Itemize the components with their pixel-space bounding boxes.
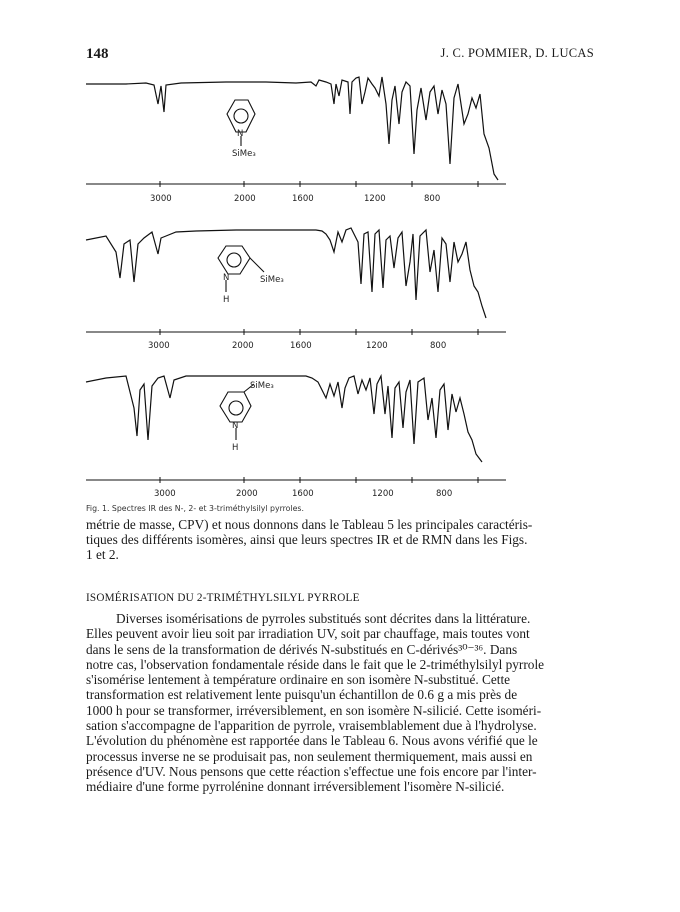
paragraph-line: Diverses isomérisations de pyrroles substitués sont décrites dans la littérature. [116, 611, 531, 626]
paragraph-line: médiaire d'une forme pyrrolénine donnant irréversiblement l'isomère N-silicié. [86, 779, 505, 795]
spectrum-tick-marks [86, 329, 506, 335]
paragraph-line: L'évolution du phénomène est rapportée dans le Tableau 6. Nous avons vérifié que le [86, 733, 538, 749]
tick-label-1200: 1200 [366, 341, 388, 351]
tick-label-1200: 1200 [364, 194, 386, 204]
spectrum-tick-marks [86, 477, 506, 483]
sime3-label: SiMe₃ [232, 149, 256, 159]
tick-label-800: 800 [430, 341, 447, 351]
sime3-label: SiMe₃ [260, 275, 284, 285]
nitrogen-label: N [237, 129, 244, 139]
spectrum-plot-3 [86, 368, 598, 508]
paragraph-line: s'isomérise lentement à température ordinaire en son isomère N-substitué. Cette [86, 672, 511, 688]
paragraph-line: transformation est relativement lente puisqu'un échantillon de 0.6 g a mis près de [86, 687, 518, 703]
hydrogen-label: H [232, 443, 239, 453]
tick-label-1200: 1200 [372, 489, 394, 499]
tick-label-1600: 1600 [290, 341, 312, 351]
aromatic-circle [229, 401, 243, 415]
spectrum-trace-2 [86, 228, 486, 318]
paragraph-line: processus inverse ne se produisait pas, non seulement thermiquement, mais aussi en [86, 748, 533, 764]
spectrum-plot-1 [86, 74, 598, 214]
paragraph-line: Elles peuvent avoir lieu soit par irradiation UV, soit par chauffage, mais toutes vont [86, 626, 530, 642]
tick-label-1600: 1600 [292, 489, 314, 499]
pyrrole-ring [227, 100, 255, 132]
paragraph-line: dans le sens de la transformation de dérivés N-substitués en C-dérivés³⁰⁻³⁶. Dans [86, 641, 518, 657]
tick-label-800: 800 [436, 489, 453, 499]
tick-label-3000: 3000 [148, 341, 170, 351]
pyrrole-ring [220, 392, 251, 422]
hydrogen-label: H [223, 295, 230, 305]
paragraph-line: tiques des différents isomères, ainsi que leurs spectres IR et de RMN dans les Figs. [86, 532, 528, 548]
tick-label-800: 800 [424, 194, 441, 204]
aromatic-circle [227, 253, 241, 267]
spectrum-trace-1 [86, 77, 498, 180]
tick-label-1600: 1600 [292, 194, 314, 204]
paragraph-line: présence d'UV. Nous pensons que cette réaction s'effectue une fois encore par l'inter- [86, 763, 537, 779]
ir-spectrum-2-silyl [86, 222, 598, 362]
tick-label-3000: 3000 [150, 194, 172, 204]
nitrogen-label: N [223, 273, 230, 283]
sime3-label: SiMe₃ [250, 381, 274, 391]
aromatic-circle [234, 109, 248, 123]
molecule-3-silyl-pyrrole [220, 384, 254, 440]
figure-caption: Fig. 1. Spectres IR des N-, 2- et 3-triméthylsilyl pyrroles. [86, 504, 304, 513]
paragraph-line: 1000 h pour se transformer, irréversiblement, en son isomère N-silicié. Cette isoméri- [86, 702, 542, 718]
running-authors: J. C. POMMIER, D. LUCAS [440, 46, 594, 60]
paragraph-line: sation s'accompagne de l'apparition de pyrrole, vraisemblablement due à l'hydrolyse. [86, 718, 537, 734]
spectrum-tick-marks [86, 181, 506, 187]
tick-label-3000: 3000 [154, 489, 176, 499]
page-header [86, 46, 594, 64]
ir-spectrum-3-silyl [86, 368, 598, 508]
c-si-bond [250, 258, 264, 272]
tick-label-2000: 2000 [236, 489, 258, 499]
section-heading: ISOMÉRISATION DU 2-TRIMÉTHYLSILYL PYRROLE [86, 592, 360, 604]
nitrogen-label: N [232, 421, 239, 431]
pyrrole-ring [218, 246, 250, 274]
spectrum-trace-3 [86, 376, 482, 462]
page-number: 148 [86, 46, 109, 62]
paragraph-isomerisation [86, 611, 600, 795]
molecule-2-silyl-pyrrole [218, 246, 264, 292]
paragraph-line: notre cas, l'observation fondamentale réside dans le fait que le 2-triméthylsilyl pyrrole [86, 656, 545, 672]
paragraph-line: 1 et 2. [86, 547, 119, 563]
paragraph-line: métrie de masse, CPV) et nous donnons dans le Tableau 5 les principales caractéris- [86, 517, 533, 532]
tick-label-2000: 2000 [234, 194, 256, 204]
ir-spectrum-n-silyl [86, 74, 598, 214]
paragraph-intro [86, 517, 600, 563]
tick-label-2000: 2000 [232, 341, 254, 351]
molecule-n-silyl-pyrrole [227, 100, 255, 146]
spectrum-plot-2 [86, 222, 598, 362]
